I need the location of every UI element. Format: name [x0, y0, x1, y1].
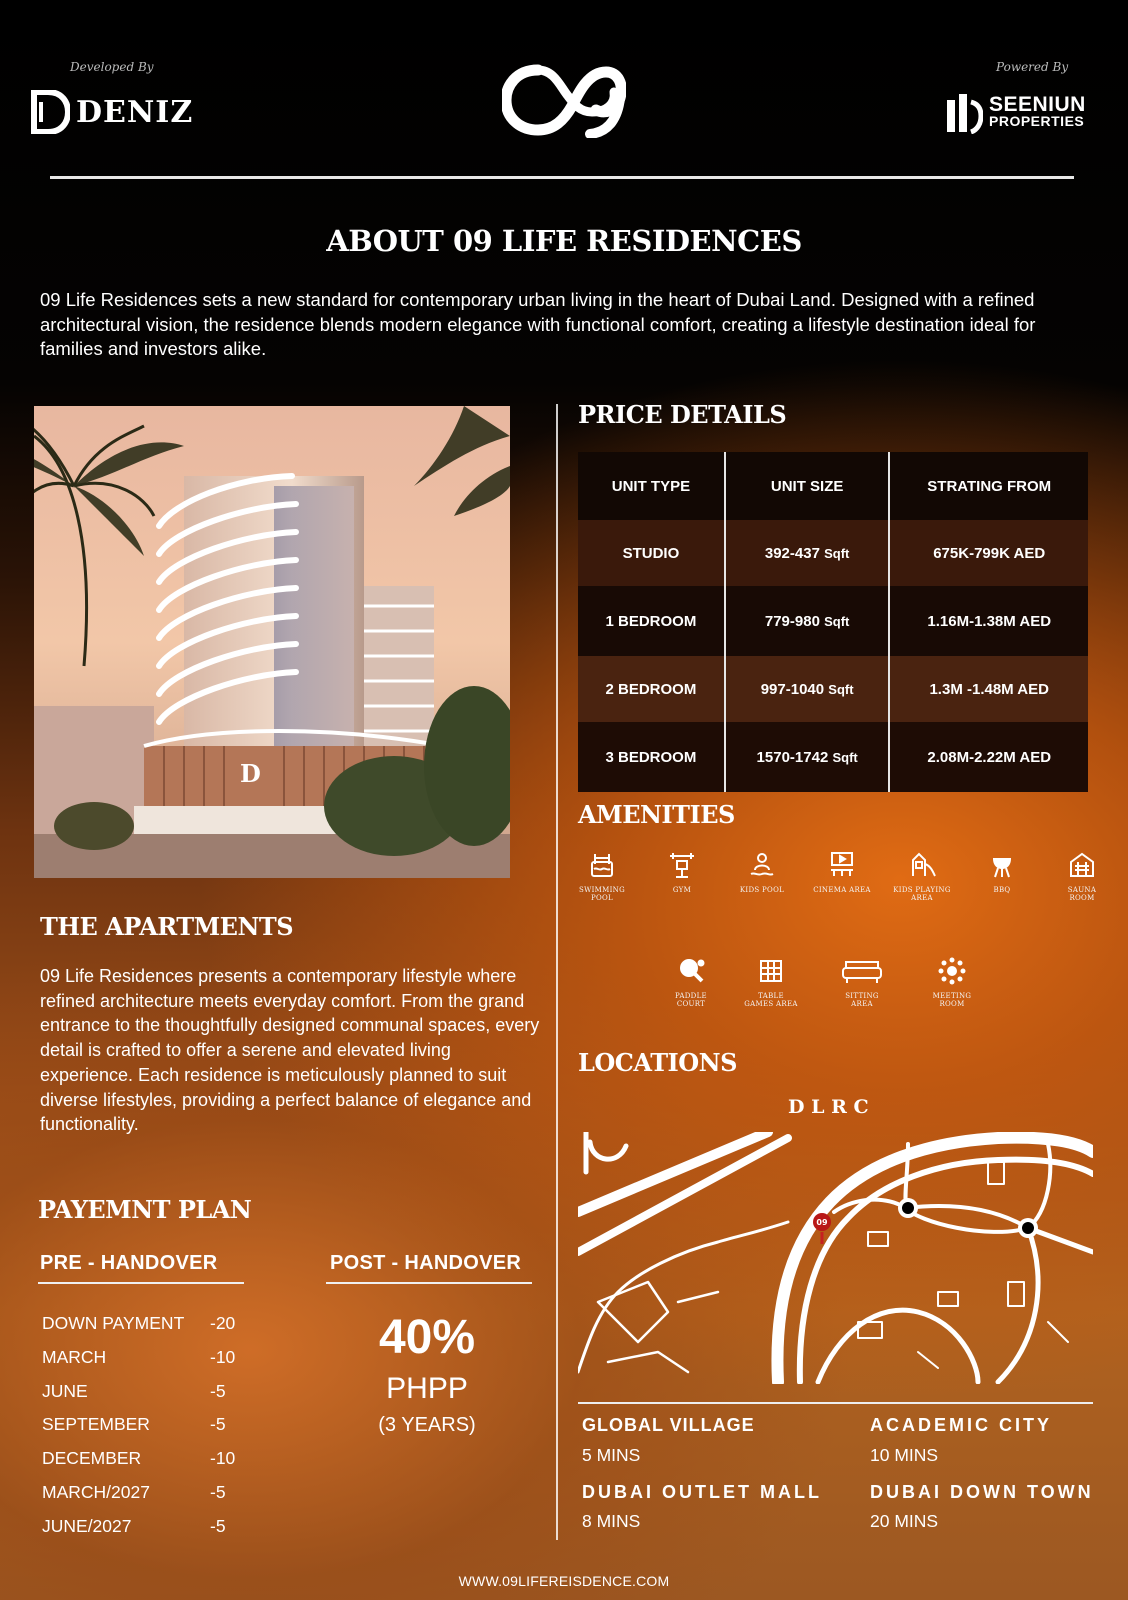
kids-pool-icon [747, 850, 777, 880]
sauna-icon [1067, 850, 1097, 880]
unit-size-cell: 779-980 Sqft [725, 586, 890, 656]
meeting-room-icon [937, 956, 967, 986]
seeniun-wordmark: SEENIUN [989, 93, 1086, 116]
location-name: ACADEMIC CITY [870, 1415, 1052, 1435]
amenity-table-games: TABLE GAMES AREA [738, 956, 804, 1008]
price-cell: 675K-799K AED [889, 520, 1088, 586]
table-row [578, 586, 1088, 656]
powered-by-label: Powered By [996, 60, 1069, 74]
unit-type-cell: 2 BEDROOM [578, 656, 725, 722]
amenity-kids-playing: KIDS PLAYING AREA [889, 850, 955, 902]
amenity-meeting-room: MEETING ROOM [919, 956, 985, 1008]
unit-type-cell: 3 BEDROOM [578, 722, 725, 792]
apartments-title: THE APARTMENTS [40, 912, 294, 941]
post-handover-percent: 40% [378, 1311, 476, 1364]
seeniun-mark-icon [945, 92, 983, 134]
amenity-bbq: BBQ [969, 850, 1035, 894]
properties-wordmark: PROPERTIES [989, 113, 1085, 129]
amenities-title: AMENITIES [578, 800, 735, 829]
pre-handover-label: PRE - HANDOVER [40, 1252, 218, 1274]
location-time: 8 MINS [582, 1511, 641, 1531]
location-time: 10 MINS [870, 1445, 939, 1465]
map-label: D L R C [788, 1096, 869, 1118]
payment-row: MARCH -10 [42, 1347, 236, 1367]
swimming-pool-icon [587, 850, 617, 880]
payment-row: DECEMBER -10 [42, 1448, 236, 1468]
location-map [578, 1132, 1093, 1384]
table-row [578, 520, 1088, 586]
header-divider [50, 176, 1074, 179]
cinema-icon [827, 850, 857, 880]
payment-row: JUNE -5 [42, 1381, 226, 1401]
amenity-sitting-area: SITTING AREA [829, 956, 895, 1008]
deniz-logo [30, 88, 193, 136]
location-time: 5 MINS [582, 1445, 641, 1465]
table-row [578, 722, 1088, 792]
location-name: GLOBAL VILLAGE [582, 1415, 755, 1435]
developed-by-label: Developed By [70, 60, 154, 74]
deniz-mark-icon [30, 90, 70, 134]
header-starting-from: STRATING FROM [889, 452, 1088, 520]
post-handover-duration: (3 YEARS) [378, 1414, 476, 1436]
amenity-gym: GYM [649, 850, 715, 894]
table-row [578, 656, 1088, 722]
building-render-image [34, 406, 510, 878]
locations-title: LOCATIONS [578, 1048, 737, 1077]
price-table-header [578, 452, 1088, 520]
unit-size-cell: 1570-1742 Sqft [725, 722, 890, 792]
column-divider [556, 404, 558, 1540]
locations-divider [578, 1402, 1093, 1404]
kids-playing-icon [907, 850, 937, 880]
svg-text:D: D [240, 759, 261, 788]
amenity-swimming-pool: SWIMMING POOL [569, 850, 635, 902]
price-table [578, 452, 1088, 792]
about-text: 09 Life Residences sets a new standard for contemporary urban living in the heart of Dubai Land. Designed with a refined architectural vision, the residence blends modern elegance with functional comfort, creating a lifestyle destination ideal for families and investors alike. [40, 289, 1036, 359]
post-handover-label: POST - HANDOVER [330, 1252, 522, 1274]
amenity-paddle-court: PADDLE COURT [658, 956, 724, 1008]
amenity-sauna: SAUNA ROOM [1049, 850, 1115, 902]
deniz-wordmark: DENIZ [76, 94, 194, 130]
about-title: ABOUT 09 LIFE RESIDENCES [326, 224, 802, 258]
price-cell: 1.3M -1.48M AED [889, 656, 1088, 722]
o9-logo-icon [502, 62, 626, 138]
location-name: DUBAI OUTLET MALL [582, 1482, 822, 1502]
payment-row: JUNE/2027 -5 [42, 1516, 226, 1536]
unit-size-cell: 392-437 Sqft [725, 520, 890, 586]
unit-size-cell: 997-1040 Sqft [725, 656, 890, 722]
website-link[interactable]: WWW.09LIFEREISDENCE.COM [458, 1573, 670, 1589]
o9-logo [502, 62, 626, 143]
paddle-court-icon [676, 956, 706, 986]
payment-row: SEPTEMBER -5 [42, 1414, 226, 1434]
post-handover-underline [326, 1282, 532, 1284]
seeniun-logo [945, 92, 1086, 134]
location-name: DUBAI DOWN TOWN [870, 1482, 1094, 1502]
unit-type-cell: STUDIO [578, 520, 725, 586]
payment-row: MARCH/2027 -5 [42, 1482, 226, 1502]
price-cell: 2.08M-2.22M AED [889, 722, 1088, 792]
post-handover-name: PHPP [386, 1372, 468, 1405]
map-pin-label: 09 [816, 1218, 828, 1227]
price-cell: 1.16M-1.38M AED [889, 586, 1088, 656]
price-details-title: PRICE DETAILS [578, 400, 787, 429]
payment-plan-title: PAYEMNT PLAN [38, 1195, 252, 1224]
unit-type-cell: 1 BEDROOM [578, 586, 725, 656]
table-games-icon [756, 956, 786, 986]
bbq-icon [987, 850, 1017, 880]
amenity-cinema: CINEMA AREA [809, 850, 875, 894]
gym-icon [667, 850, 697, 880]
location-time: 20 MINS [870, 1511, 939, 1531]
payment-row: DOWN PAYMENT -20 [42, 1313, 236, 1333]
header-unit-type: UNIT TYPE [578, 452, 725, 520]
header-unit-size: UNIT SIZE [725, 452, 890, 520]
apartments-text: 09 Life Residences presents a contemporary lifestyle where refined architecture meets everyday comfort. From the grand entrance to the thoughtfully designed communal spaces, every detail is crafted to offer a serene and elevated living experience. Each residence is meticulously planned to suit diverse lifestyles, providing a perfect balance of elegance and functionality. [40, 966, 540, 1135]
sofa-icon [840, 956, 884, 986]
pre-handover-underline [38, 1282, 244, 1284]
amenity-kids-pool: KIDS POOL [729, 850, 795, 894]
